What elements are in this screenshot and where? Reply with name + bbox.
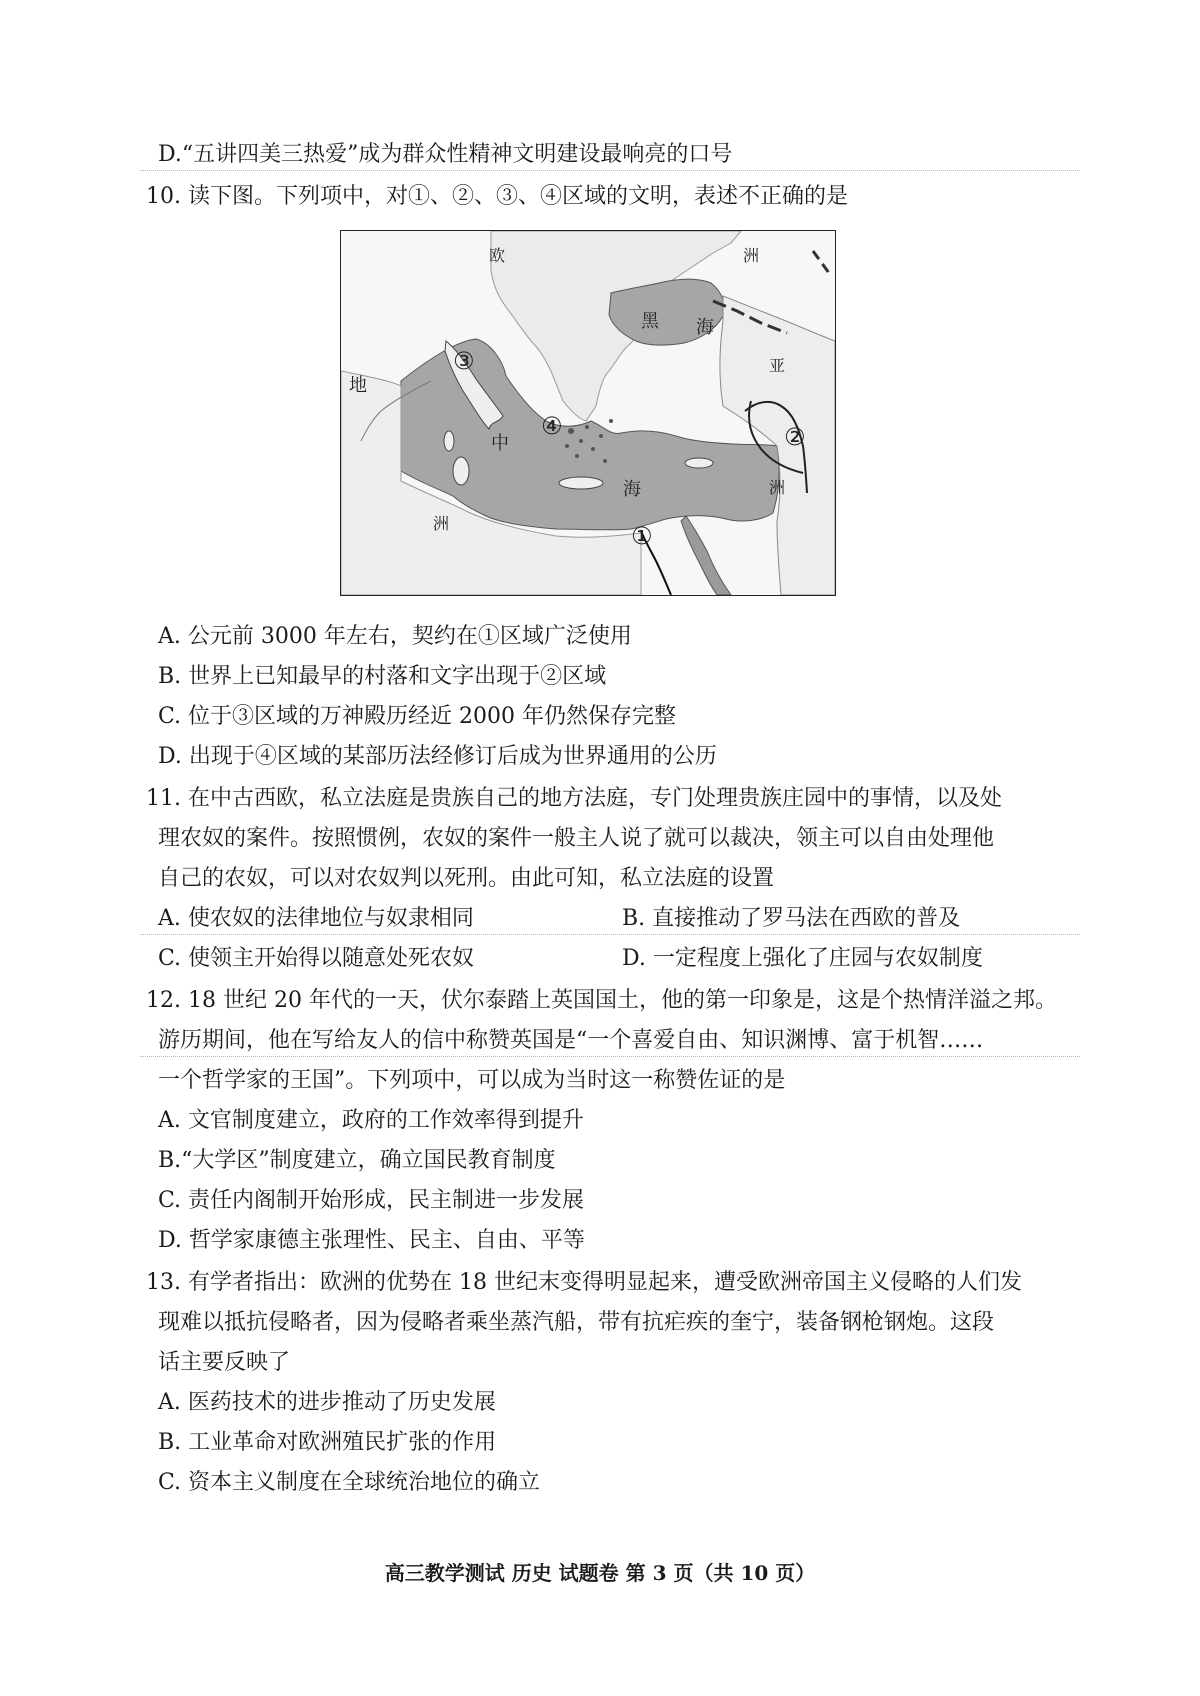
q12-option-c: C. 责任内阁制开始形成，民主制进一步发展 (158, 1188, 585, 1213)
q10-option-c: C. 位于③区域的万神殿历经近 2000 年仍然保存完整 (158, 704, 677, 729)
q13-stem-line-1: 13. 有学者指出：欧洲的优势在 18 世纪末变得明显起来，遭受欧洲帝国主义侵略的人们发 (146, 1270, 1022, 1295)
map-label-africa-2: 洲 (433, 514, 450, 533)
q13-option-c: C. 资本主义制度在全球统治地位的确立 (158, 1470, 541, 1495)
map-label-mediterranean-1: 中 (491, 433, 509, 454)
q10-stem: 10. 读下图。下列项中，对①、②、③、④区域的文明，表述不正确的是 (146, 184, 848, 209)
q11-stem-line-2: 理农奴的案件。按照惯例，农奴的案件一般主人说了就可以裁决，领主可以自由处理他 (158, 826, 995, 851)
q10-option-b: B. 世界上已知最早的村落和文字出现于②区域 (158, 664, 607, 689)
map-label-asia-1: 亚 (769, 356, 786, 375)
q11-option-b: B. 直接推动了罗马法在西欧的普及 (622, 906, 961, 931)
q11-stem-line-3: 自己的农奴，可以对农奴判以死刑。由此可知，私立法庭的设置 (158, 866, 775, 891)
q10-option-d: D. 出现于④区域的某部历法经修订后成为世界通用的公历 (158, 744, 717, 769)
q11-option-d: D. 一定程度上强化了庄园与农奴制度 (622, 946, 983, 971)
q9-option-d: D.“五讲四美三热爱”成为群众性精神文明建设最响亮的口号 (158, 142, 733, 167)
map-label-black-sea-1: 黑 (641, 311, 659, 332)
map-label-black-sea-2: 海 (696, 317, 714, 338)
dotted-separator (140, 170, 1080, 171)
q12-option-b: B.“大学区”制度建立，确立国民教育制度 (158, 1148, 556, 1173)
q12-stem-line-2: 游历期间，他在写给友人的信中称赞英国是“一个喜爱自由、知识渊博、富于机智…… (158, 1028, 984, 1053)
q13-option-b: B. 工业革命对欧洲殖民扩张的作用 (158, 1430, 497, 1455)
q12-option-d: D. 哲学家康德主张理性、民主、自由、平等 (158, 1228, 585, 1253)
q11-option-a: A. 使农奴的法律地位与奴隶相同 (158, 906, 474, 931)
map-label-asia-2: 洲 (769, 478, 786, 497)
map-marker-2: ② (784, 423, 806, 451)
dotted-separator (140, 1056, 1080, 1057)
q13-stem-line-3: 话主要反映了 (158, 1350, 291, 1375)
q13-stem-line-2: 现难以抵抗侵略者，因为侵略者乘坐蒸汽船，带有抗疟疾的奎宁，装备钢枪钢炮。这段 (158, 1310, 995, 1335)
map-marker-4: ④ (541, 412, 563, 440)
q11-stem-line-1: 11. 在中古西欧，私立法庭是贵族自己的地方法庭，专门处理贵族庄园中的事情，以及处 (146, 786, 1002, 811)
map-marker-3: ③ (453, 347, 475, 375)
q12-option-a: A. 文官制度建立，政府的工作效率得到提升 (158, 1108, 584, 1133)
map-label-europe-2: 洲 (743, 246, 760, 265)
map-label-africa-1: 地 (349, 375, 367, 396)
q11-option-c: C. 使领主开始得以随意处死农奴 (158, 946, 475, 971)
q12-stem-line-3: 一个哲学家的王国”。下列项中，可以成为当时这一称赞佐证的是 (158, 1068, 786, 1093)
q12-stem-line-1: 12. 18 世纪 20 年代的一天，伏尔泰踏上英国国土，他的第一印象是，这是个热情洋溢之邦。 (146, 988, 1057, 1013)
map-marker-1: ① (631, 522, 653, 550)
q13-option-a: A. 医药技术的进步推动了历史发展 (158, 1390, 496, 1415)
map-label-europe-1: 欧 (489, 246, 506, 265)
q10-option-a: A. 公元前 3000 年左右，契约在①区域广泛使用 (158, 624, 632, 649)
map-label-mediterranean-2: 海 (623, 479, 641, 500)
mediterranean-map (340, 230, 836, 596)
dotted-separator (140, 934, 1080, 935)
map-graphic (341, 231, 835, 595)
page-footer: 高三教学测试 历史 试题卷 第 3 页（共 10 页） (384, 1561, 816, 1585)
